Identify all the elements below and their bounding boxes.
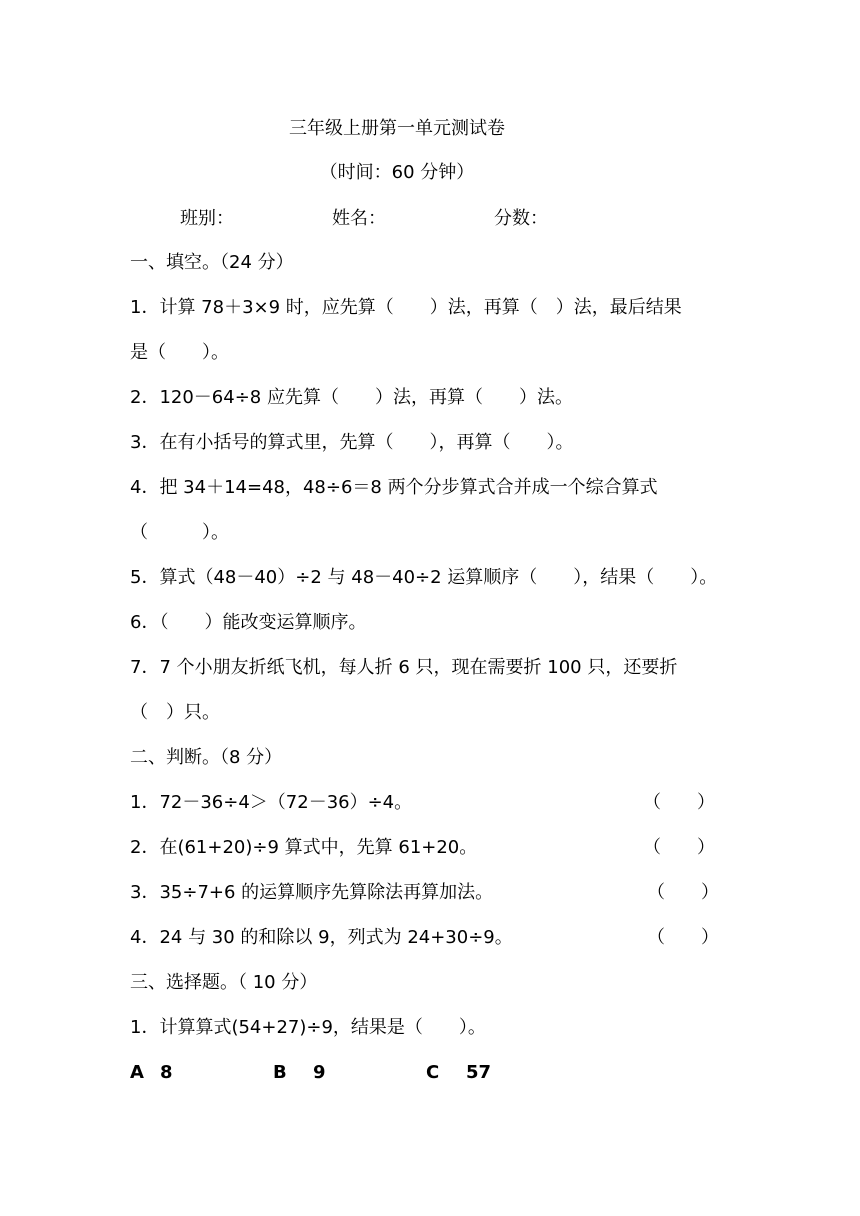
judgment-item: 1．72－36÷4＞（72－36）÷4。 (130, 792, 413, 813)
answer-blank: （ ） (643, 792, 715, 813)
question-text: 2．120－64÷8 应先算（ ）法，再算（ ）法。 (130, 387, 573, 408)
question-text: 4．把 34＋14=48，48÷6＝8 两个分步算式合并成一个综合算式 (130, 477, 658, 498)
question-text: 是（ ）。 (130, 342, 229, 363)
name-label: 姓名： (332, 208, 386, 229)
option-b-value: 9 (313, 1062, 326, 1083)
option-a-letter: A (130, 1062, 144, 1083)
question-text: 1．计算算式(54+27)÷9，结果是（ ）。 (130, 1017, 486, 1038)
question-text: 6．（ ）能改变运算顺序。 (130, 612, 367, 633)
question-text: （ ）。 (130, 522, 229, 543)
judgment-item: 2．在(61+20)÷9 算式中，先算 61+20。 (130, 837, 478, 858)
option-a-value: 8 (160, 1062, 173, 1083)
question-text: 3．在有小括号的算式里，先算（ ），再算（ ）。 (130, 432, 574, 453)
option-c-letter: C (426, 1062, 440, 1083)
score-label: 分数： (494, 208, 548, 229)
page-title: 三年级上册第一单元测试卷 (289, 118, 505, 139)
section-heading-fill-in: 一、填空。（24 分） (130, 252, 294, 273)
answer-blank: （ ） (647, 882, 719, 903)
answer-blank: （ ） (647, 927, 719, 948)
question-text: （ ）只。 (130, 702, 220, 723)
section-heading-judgment: 二、判断。（8 分） (130, 747, 283, 768)
time-limit: （时间：60 分钟） (319, 162, 475, 183)
judgment-item: 3．35÷7+6 的运算顺序先算除法再算加法。 (130, 882, 494, 903)
question-text: 7．7 个小朋友折纸飞机，每人折 6 只，现在需要折 100 只，还要折 (130, 657, 678, 678)
class-label: 班别： (180, 208, 234, 229)
section-heading-choice: 三、选择题。（ 10 分） (130, 972, 318, 993)
question-text: 5．算式（48－40）÷2 与 48－40÷2 运算顺序（ ），结果（ ）。 (130, 567, 718, 588)
question-text: 1．计算 78＋3×9 时，应先算（ ）法，再算（ ）法，最后结果 (130, 297, 682, 318)
answer-blank: （ ） (643, 837, 715, 858)
judgment-item: 4．24 与 30 的和除以 9，列式为 24+30÷9。 (130, 927, 513, 948)
option-c-value: 57 (466, 1062, 492, 1083)
option-b-letter: B (273, 1062, 287, 1083)
